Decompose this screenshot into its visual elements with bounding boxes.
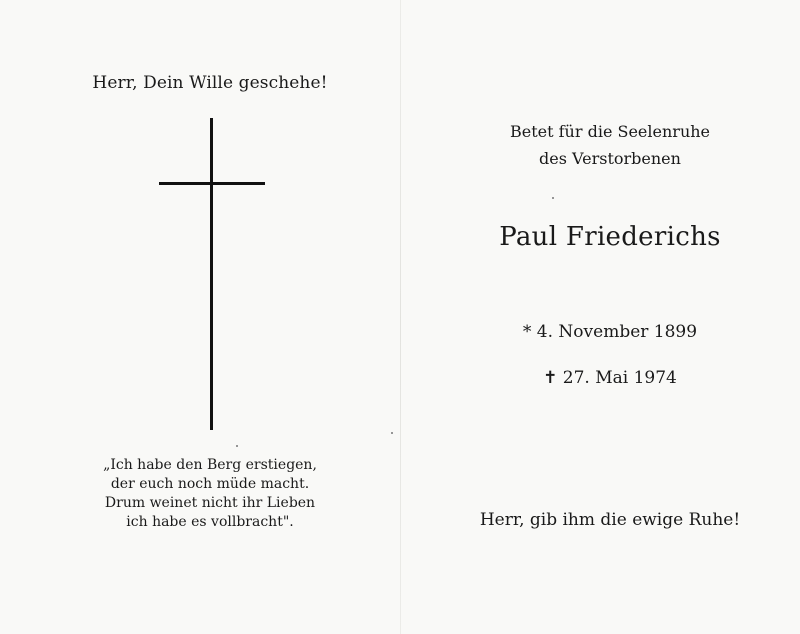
prayer-line: des Verstorbenen	[539, 149, 681, 168]
cross-horizontal-beam	[159, 182, 265, 185]
verse-line: „Ich habe den Berg erstiegen,	[103, 457, 317, 473]
cross-vertical-beam	[210, 118, 213, 430]
right-panel	[420, 0, 800, 634]
closing-prayer: Herr, gib ihm die ewige Ruhe!	[479, 510, 741, 530]
paper-speck	[236, 445, 238, 447]
verse-line: ich habe es vollbracht".	[126, 514, 294, 530]
verse-line: der euch noch müde macht.	[110, 476, 310, 492]
birth-date: * 4. November 1899	[522, 322, 698, 342]
verse-block	[0, 456, 420, 532]
verse-line: Drum weinet nicht ihr Lieben	[104, 495, 316, 511]
paper-speck	[552, 197, 554, 199]
deceased-name: Paul Friederichs	[499, 222, 721, 252]
prayer-line: Betet für die Seelenruhe	[509, 122, 711, 141]
death-date: ✝ 27. Mai 1974	[543, 368, 677, 388]
motto-text: Herr, Dein Wille geschehe!	[92, 73, 328, 93]
prayer-request	[420, 118, 800, 172]
paper-speck	[391, 432, 393, 434]
